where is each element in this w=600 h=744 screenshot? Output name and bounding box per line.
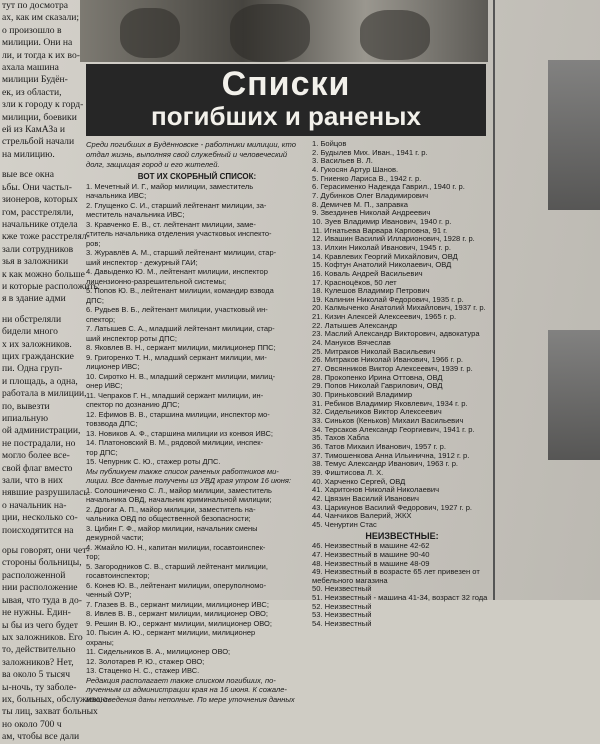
list-item: 34. Терсаков Александр Георгиевич, 1941 г. р. [312,424,475,434]
list-item: 2. Дрогаг А. П., майор милиции, заместитель на- [86,504,256,514]
list-item: 25. Митраков Николай Васильевич [312,346,436,356]
list-item: онер ИВС; [86,381,123,390]
list-item: 39. Фиштисова Л. Х. [312,467,384,477]
list-item: 7. Дубинков Олег Владимирович [312,190,429,200]
article-line: на милицию. [2,148,55,160]
article-line: ты лиц, захват больных [2,706,98,718]
list-item: 8. Яковлев В. Н., сержант милиции, милиционер ППС; [86,343,276,352]
list-item: 29. Попов Николай Гаврилович, ОВД [312,381,443,391]
list-item: 10. Сиротко Н. В., младший сержант милиции, милиц- [86,371,276,381]
list-item: 33. Синьков (Кеньков) Михаил Васильевич [312,416,464,425]
list-item: 11. Сидельников В. А., милиционер ОВО; [86,647,231,656]
list-item: лиции. Все данные получены из УВД края утром 16 июня: [86,476,292,485]
article-line [2,537,78,545]
list-item: тор; [86,552,100,561]
article-line: ы бы из чего будет [2,619,78,631]
list-item: 3. Кравченко Е. В., ст. лейтенант милиции, заме- [86,219,256,229]
article-line: кже тоже расстрелял- [2,231,90,243]
list-heading: НЕИЗВЕСТНЫЕ: [365,530,439,541]
list-item: 2. Глущенко С. И., старший лейтенант милиции, за- [86,200,267,210]
list-item: 50. Неизвестный [312,584,372,594]
list-item: 17. Красноцёков, 50 лет [312,277,397,287]
list-item: 24. Мануков Вячеслав [312,338,391,348]
list-item: тор ДПС; [86,447,118,457]
list-item: нию, сведения даны неполные. По мере уточнения данных [86,694,295,704]
list-item: 47. Неизвестный в машине 90-40 [312,549,430,559]
list-item: ший инспектор роты ДПС; [86,333,177,343]
list-item: 20. Калмыченко Анатолий Михайлович, 1937 г. р. [312,303,486,313]
list-item: 6. Рудьев В. Б., лейтенант милиции, участковый ин- [86,305,268,314]
article-line: оры говорят, они чет- [2,545,90,557]
article-line: щих гражданские [2,350,74,362]
list-item: 28. Прокопенко Ирина Оттовна, ОВД [312,372,443,382]
article-line: ы-ночь, ту заболе- [2,681,77,693]
list-item: 37. Тимошенкова Анна Ильинична, 1912 г. р. [312,450,470,460]
article-line: к как можно больше [2,268,85,280]
article-line: х их заложников. [2,338,72,350]
list-item: 5. Гниенко Лариса В., 1942 г. р. [312,173,422,183]
list-item: 16. Коваль Андрей Васильевич [312,268,423,278]
list-item: 42. Цвязин Василий Иванович [312,493,420,503]
list-item: 5. Загородников С. В., старший лейтенант милиции, [86,561,268,571]
list-item: 31. Ребиков Владимир Яковлевич, 1934 г. р. [312,398,468,408]
list-item: 5. Попов Ю. В., лейтенант милиции, командир взвода [86,286,274,295]
article-line: милиции Будён- [2,74,68,86]
article-line: о начальник на- [2,499,67,511]
article-line: начальнике отдела [2,218,78,230]
article-line: по, вывезти [2,400,50,412]
list-item: 15. Кофтун Анатолий Николаевич, ОВД [312,260,452,270]
article-line: зали, что в них [2,475,63,487]
list-item: 53. Неизвестный [312,610,372,620]
article-line [2,161,78,169]
list-item: лиционер ИВС; [86,362,140,371]
list-item: 8. Демичев М. П., заправка [312,199,408,209]
article-line: ва около 5 тысяч [2,669,71,681]
list-item: 19. Калинин Николай Федорович, 1935 г. р. [312,294,464,304]
article-line: я в здание адми [2,293,66,305]
list-item: 6. Конев Ю. В., лейтенант милиции, оперуполномо- [86,580,267,590]
article-line: могло более все- [2,450,70,462]
list-item: 22. Латышев Александр [312,320,398,330]
list-item: дежурной части; [86,533,144,542]
article-line: ли, и тогда к их во- [2,49,80,61]
list-item: 14. Платоновский В. М., рядовой милиции, инспек- [86,438,264,447]
list-item: 2. Будылев Мих. Иван., 1941 г. р. [312,147,428,157]
list-item: меститель начальника ИВС; [86,210,185,219]
list-item: Редакция располагает также списком погибших, по- [86,675,276,685]
list-item: госавтоинспектор; [86,571,150,580]
list-item: 1. Солошниченко С. Л., майор милиции, заместитель [86,485,272,495]
list-item: 1. Мечетный И. Г., майор милиции, заместитель [86,181,254,191]
list-item: 15. Чепурник С. Ю., стажер роты ДПС. [86,457,221,466]
list-item: 43. Царикунов Василий Федорович, 1927 г. р. [312,502,473,512]
top-photo [80,0,488,62]
list-item: 14. Кравлевих Георгий Михайлович, ОВД [312,251,458,261]
headline-title: Списки [221,65,351,103]
list-item: 6. Герасименко Надежда Гаврил., 1940 г. р. [312,182,465,192]
article-line: ахала машина [2,62,59,74]
article-line: ни обстреляли [2,313,62,325]
article-line: вые все окна [2,169,54,181]
list-item: 12. Ефимов В. В., старшина милиции, инспектор мо- [86,409,270,419]
edge-photo [548,330,600,460]
article-line: зья в заложники [2,256,69,268]
list-item: 9. Григоренко Т. Н., младший сержант милиции, ми- [86,352,267,362]
article-line: ей из КамАЗа и [2,124,66,136]
list-item: 4. Жмайло Ю. Н., капитан милиции, госавтоинспек- [86,542,266,552]
list-item: 49. Неизвестный в возрасте 65 лет привезен от [312,567,480,577]
list-item: лицензионно-разрешительной системы; [86,276,227,286]
list-item: товзвода ДПС; [86,419,138,428]
list-item: 36. Татов Михаил Иванович, 1957 г. р. [312,441,446,451]
list-item: лученным из администрации края на 16 июня. К сожале- [86,685,287,694]
list-item: 51. Неизвестный - машина 41-34, возраст 32 года [312,593,488,603]
article-line: ой администрации, [2,425,81,437]
list-item: 41. Харитонов Николай Николаевич [312,485,440,495]
article-line: пи. Одна груп- [2,363,63,375]
casualty-list-continued [312,139,492,629]
article-line: зионеров, которых [2,194,78,206]
article-line: ых заложников. Его [2,631,83,643]
list-item: Мы публикуем также список раненых работников ми- [86,466,279,476]
list-item: ДПС; [86,295,104,305]
article-line: милиции, боевики [2,111,77,123]
list-item: спектор по дознанию ДПС; [86,400,180,409]
article-line: не пострадали, но [2,437,76,449]
list-item: начальника ИВС; [86,191,147,200]
list-item: 38. Темус Александр Иванович, 1963 г. р. [312,459,459,469]
list-item: чальника ОВД по общественной безопасности; [86,514,251,523]
list-item: 3. Цибин Г. Ф., майор милиции, начальник смены [86,523,258,533]
article-line: стрельбой начали [2,136,75,148]
list-item: 40. Харченко Сергей, ОВД [312,476,406,486]
article-line: то, действительно [2,644,76,656]
list-item: 23. Маслий Александр Викторович, адвокатура [312,329,480,339]
list-item: 4. Давыденко Ю. М., лейтенант милиции, инспектор [86,267,268,276]
list-item: 45. Ченуртин Стас [312,519,377,529]
list-item: 10. Пысин А. Ю., сержант милиции, милиционер [86,628,256,637]
article-line: их, больных, обслуживаю- [2,693,111,705]
article-line: поисходятится на [2,524,74,536]
list-item: 4. Гукосян Артур Шанов. [312,164,399,174]
list-item: 1. Бойцов [312,139,347,148]
list-item: 3. Журавлёв А. М., старший лейтенант милиции, стар- [86,248,277,257]
article-line: работала в милиции, [2,388,87,400]
list-item: 11. Игнатьева Варвара Карповна, 91 г. [312,225,448,235]
list-item: начальника ОВД, начальник криминальной милиции; [86,495,272,504]
column-divider [493,0,495,600]
article-line: ции, несколько со- [2,512,78,524]
article-line: расположенной [2,569,66,581]
article-line: ек, из области, [2,86,62,98]
right-page-edge [548,0,600,600]
headline-subtitle: погибших и раненых [151,101,421,131]
article-line: о произошло в [2,24,62,36]
article-line: заложников? Нет, [2,656,74,668]
list-item: 26. Митраков Николай Иванович, 1966 г. р. [312,355,464,365]
list-item: ший инспектор - дежурный ГАИ; [86,257,198,267]
list-item: 44. Чанчиков Валерий, ЖКХ [312,511,412,521]
list-item: 54. Неизвестный [312,619,372,629]
list-item: 7. Глазев В. В., сержант милиции, милиционер ИВС; [86,599,269,609]
list-item: 32. Сидельников Виктор Алексеевич [312,407,442,417]
list-item: 35. Тахов Хабла [312,433,370,443]
list-item: 27. Овсянников Виктор Алексеевич, 1939 г. р. [312,364,473,374]
article-line: ах, как им сказали; [2,12,80,24]
list-heading: ВОТ ИХ СКОРБНЫЙ СПИСОК: [137,172,257,181]
list-item: ров; [86,238,101,248]
article-line: свой флаг вместо [2,462,73,474]
list-item: ститель начальника отделения участковых инспекто- [86,229,272,238]
list-item: 3. Васильев В. Л. [312,156,373,166]
list-item: спектор; [86,314,116,324]
article-line: гом, расстреляли, [2,206,74,218]
list-item: 9. Звездинев Николай Андреевич [312,208,431,218]
article-line: зали сотрудников [2,243,74,255]
list-item: 9. Решин В. Ю., сержант милиции, милиционер ОВО; [86,618,272,628]
list-item: 12. Ивашин Василий Илларионович, 1928 г. р. [312,234,475,244]
list-item: 12. Золотарев Р. Ю., стажер ОВО; [86,656,205,666]
article-line: ипиальную [2,413,49,424]
list-item: 7. Латышев С. А., младший лейтенант милиции, стар- [86,324,275,333]
article-line: но около 700 ч [2,718,62,730]
article-line: не нужны. Един- [2,607,71,619]
article-line: тут по досмотра [2,0,69,11]
article-line: бидели много [2,326,58,338]
list-item: 10. Зуев Владимир Иванович, 1940 г. р. [312,216,452,226]
list-item: ченный ОУР; [86,590,132,599]
article-line: милиции. Они на [2,37,73,49]
article-line: ьбы. Они частьл- [2,181,72,193]
article-line: ам, чтобы все дали [2,731,80,743]
list-item: 21. Кизин Алексей Алексеевич, 1965 г. р. [312,312,457,322]
edge-photo [548,60,600,210]
list-item: 13. Илхин Николай Иванович, 1945 г. р. [312,242,451,252]
list-item: 13. Стаценко Н. С., стажер ИВС. [86,666,200,675]
article-line: и которые расположить [2,280,98,292]
list-item: 46. Неизвестный в машине 42-62 [312,541,430,551]
article-line [2,306,78,314]
list-item: 18. Кулешов Владимир Петрович [312,286,430,296]
list-item: 11. Чепраков Г. Н., младший сержант милиции, ин- [86,390,264,400]
list-item: 52. Неизвестный [312,601,372,611]
article-line: и площадь, а одна, [2,375,78,387]
list-item: 30. Приньковский Владимир [312,390,413,400]
police-casualty-list [86,172,308,704]
list-item: мебельного магазина [312,575,388,585]
article-line: зли к городу к горд- [2,99,84,111]
headline-block [86,64,486,136]
article-line: нии расположение [2,582,78,594]
list-item: 13. Новиков А. Ф., старшина милиции из конвоя ИВС; [86,428,273,438]
article-line: ывая, что туда в до- [2,594,83,606]
article-line: стороны больницы, [2,557,82,569]
list-item: охраны; [86,637,114,647]
list-item: 8. Ивлев В. В., сержант милиции, милиционер ОВО; [86,609,268,618]
list-item: 48. Неизвестный в машине 48-09 [312,558,430,568]
article-line: нявшие разрушилась. [2,487,91,499]
intro-paragraph: Среди погибших в Будённовске - работники милиции, кто отдал жизнь, выполняя свой служебный и человеческий долг, защищая город и его жителей. [86,140,296,169]
